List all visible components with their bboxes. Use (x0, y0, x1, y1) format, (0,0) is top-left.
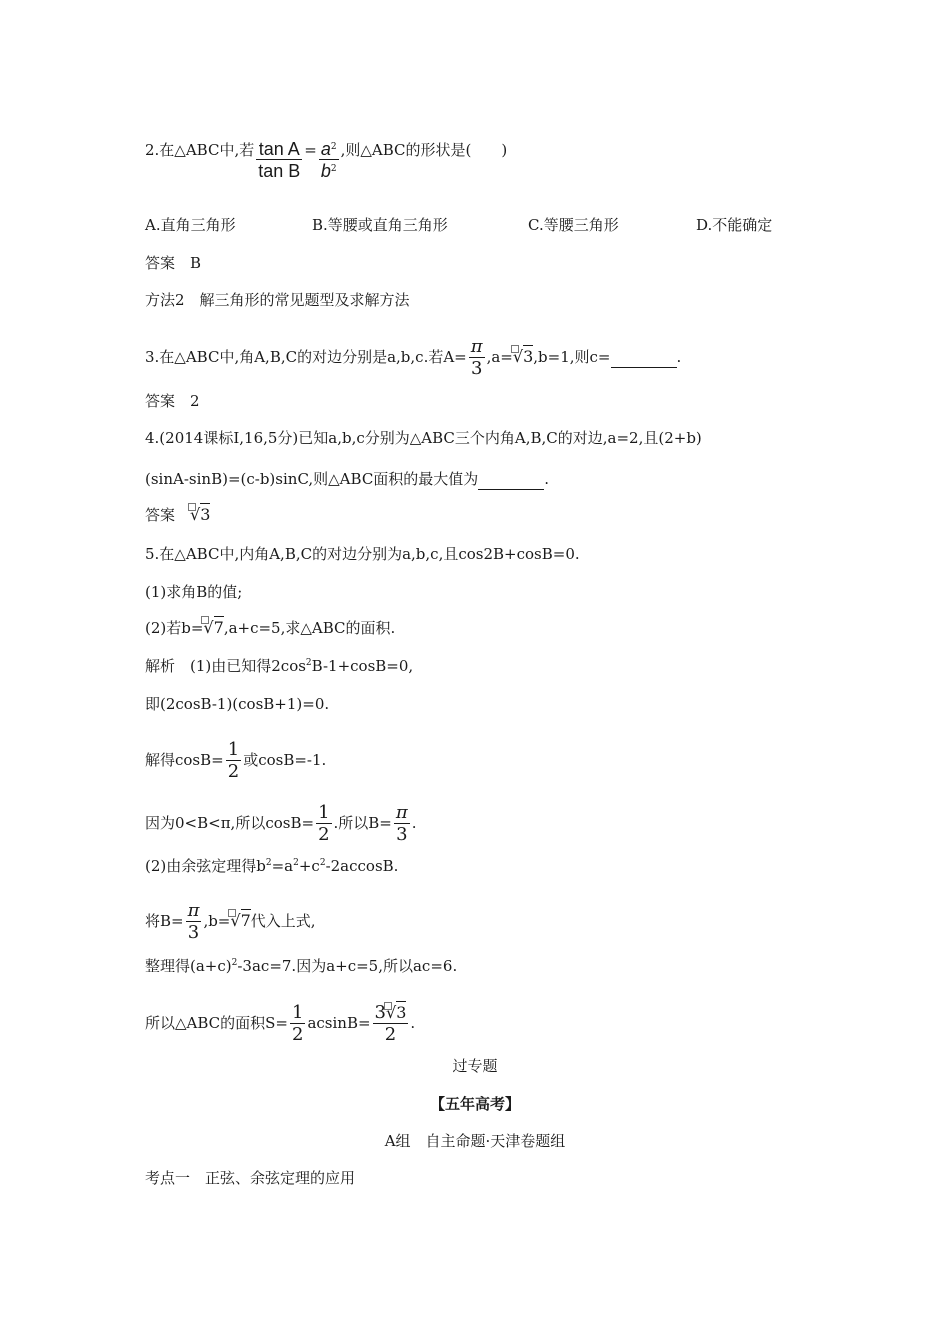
sqrt-3 (190, 505, 210, 525)
den: 2 (227, 761, 240, 782)
q5p2-lead: (2)若b= (145, 619, 204, 637)
radical-icon: √ (386, 1003, 397, 1022)
pi-over-3 (469, 338, 485, 378)
radicand: 3 (523, 347, 534, 366)
t1: =a (271, 857, 294, 875)
q3-end: . (676, 348, 682, 366)
tan-b: tan B (258, 161, 301, 181)
answer-label: 答案 (145, 506, 191, 524)
sol5-tail: -2accosB. (325, 857, 399, 875)
sqrt-7 (203, 618, 223, 638)
sup: 2 (305, 658, 312, 668)
solution-line-4 (145, 804, 417, 844)
tan-a: tan A (256, 140, 302, 160)
radicand: 3 (200, 505, 211, 524)
half-fraction (226, 741, 241, 781)
q2-answer: 答案 B (145, 254, 202, 272)
sol8-end: . (410, 1014, 416, 1032)
q4-end: . (544, 470, 550, 488)
pi: π (470, 336, 483, 357)
sol3-tail: 或cosB=-1. (243, 751, 327, 769)
option-d: D.不能确定 (696, 216, 773, 234)
q3-answer: 答案 2 (145, 392, 200, 410)
sup: 2 (231, 958, 238, 968)
ab-fraction (319, 140, 339, 180)
sol4-end: . (411, 814, 417, 832)
sup: 2 (265, 858, 272, 868)
option-a: A.直角三角形 (145, 216, 236, 234)
three: 3 (470, 358, 483, 379)
subsection-title: 【五年高考】 (429, 1095, 520, 1113)
q3-lead: 3.在△ABC中,角A,B,C的对边分别是a,b,c.若A= (145, 348, 467, 366)
question-3 (145, 338, 681, 378)
den: 2 (292, 1024, 304, 1045)
three: 3 (187, 922, 200, 943)
radicand: 7 (240, 911, 251, 930)
pi: π (395, 802, 408, 823)
a-var: a (320, 139, 331, 159)
area-fraction (373, 1004, 409, 1044)
three: 3 (396, 824, 408, 845)
solution-line-3 (145, 741, 326, 781)
sqrt-3 (513, 347, 533, 367)
q4-text: (sinA-sinB)=(c-b)sinC,则△ABC面积的最大值为 (145, 470, 479, 488)
sup: 2 (319, 858, 326, 868)
radicand: 3 (396, 1003, 407, 1022)
num: 1 (292, 1002, 304, 1023)
q4-answer (145, 505, 210, 525)
solution-line-6 (145, 902, 316, 942)
option-c: C.等腰三角形 (528, 216, 619, 234)
num: 1 (227, 739, 240, 760)
den: 2 (318, 824, 330, 845)
sol1-tail: B-1+cosB=0, (311, 657, 414, 675)
option-b: B.等腰或直角三角形 (312, 216, 448, 234)
solution-line-5 (145, 856, 398, 876)
solution-line-8 (145, 1004, 415, 1044)
sol6-tail: 代入上式, (250, 912, 316, 930)
sol3-lead: 解得cosB= (145, 751, 224, 769)
question-5-part-1: (1)求角B的值; (145, 583, 243, 601)
t2: +c (298, 857, 320, 875)
radical-icon: √ (203, 618, 214, 637)
q2-lead: 2.在△ABC中,若 (145, 141, 255, 159)
radical-icon: √ (190, 505, 201, 524)
q2-tail: ,则△ABC的形状是( ) (340, 141, 508, 159)
q3-mid1: ,a= (486, 348, 513, 366)
tan-fraction (256, 140, 302, 180)
sol7-tail: -3ac=7.因为a+c=5,所以ac=6. (237, 957, 458, 975)
solution-line-1 (145, 656, 413, 676)
answer-blank (611, 347, 677, 368)
half-fraction (316, 804, 331, 844)
sol8-lead: 所以△ABC的面积S= (145, 1014, 288, 1032)
sqrt-3 (386, 1004, 406, 1022)
equals: = (304, 141, 317, 159)
q3-mid2: ,b=1,则c= (533, 348, 611, 366)
sqrt-7 (230, 911, 250, 931)
sol8-mid: acsinB= (307, 1014, 371, 1032)
radical-icon: √ (512, 347, 524, 366)
group-title: A组 自主命题·天津卷题组 (384, 1132, 566, 1150)
solution-line-7 (145, 956, 457, 976)
method-2-heading: 方法2 解三角形的常见题型及求解方法 (145, 291, 410, 309)
radicand: 7 (213, 618, 224, 637)
question-5-part-2 (145, 618, 395, 638)
question-4-line-1: 4.(2014课标Ⅰ,16,5分)已知a,b,c分别为△ABC三个内角A,B,C的对边,a=2,且(2+b) (145, 429, 702, 447)
sol7-lead: 整理得(a+c) (145, 957, 232, 975)
question-5-stem: 5.在△ABC中,内角A,B,C的对边分别为a,b,c,且cos2B+cosB=0. (145, 545, 580, 563)
sup: 2 (293, 858, 299, 868)
exp: 2 (330, 142, 337, 152)
question-4-line-2 (145, 469, 549, 490)
section-title: 过专题 (452, 1057, 498, 1075)
num: 1 (318, 802, 330, 823)
exp: 2 (330, 164, 337, 174)
question-2 (145, 140, 507, 180)
half-fraction (290, 1004, 305, 1044)
coef: 3 (374, 1002, 386, 1023)
sol6-lead: 将B= (145, 912, 184, 930)
sol6-mid: ,b= (203, 912, 231, 930)
point-title: 考点一 正弦、余弦定理的应用 (145, 1169, 356, 1187)
sol4-lead: 因为0<B<π,所以cosB= (145, 814, 315, 832)
answer-blank (478, 469, 544, 490)
solution-line-2: 即(2cosB-1)(cosB+1)=0. (145, 695, 330, 713)
radical-icon: √ (230, 911, 241, 930)
den: 2 (384, 1024, 397, 1045)
sol5-lead: (2)由余弦定理得b (145, 857, 266, 875)
q5p2-tail: ,a+c=5,求△ABC的面积. (223, 619, 396, 637)
sol4-mid: .所以B= (333, 814, 392, 832)
pi-over-3 (186, 902, 202, 942)
pi-over-3 (394, 804, 410, 844)
b-var: b (320, 161, 331, 181)
pi: π (187, 900, 200, 921)
sol1-lead: 解析 (1)由已知得2cos (145, 657, 306, 675)
